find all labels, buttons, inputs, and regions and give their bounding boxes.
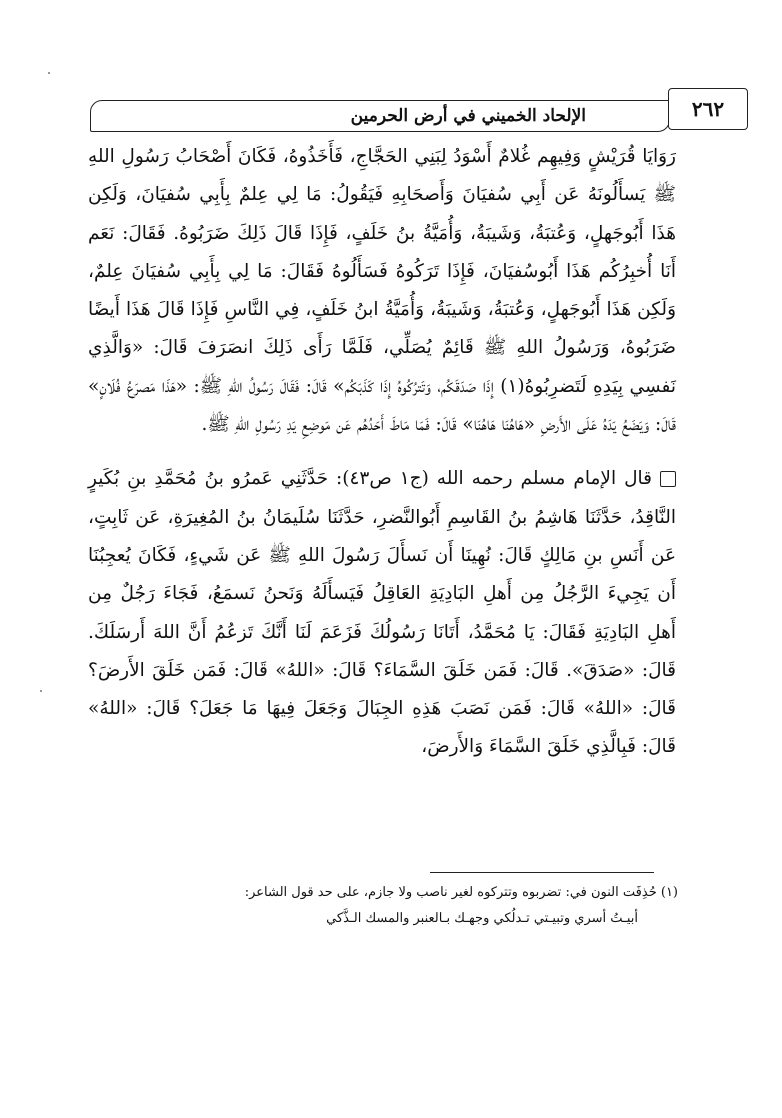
square-bullet-icon	[660, 471, 676, 487]
book-title: الإلحاد الخميني في أرض الحرمين	[350, 106, 586, 126]
scan-speck	[48, 72, 50, 74]
scan-speck	[40, 690, 42, 692]
footnotes	[200, 880, 678, 932]
paragraph-text: قال الإمام مسلم رحمه الله (ج١ ص٤٣): حَدَّثَنِي عَمرُو بنُ مُحَمَّدِ بنِ بُكَيرٍ النَّاقِدُ، حَدَّثَنَا هَاشِمُ بنُ القَاسِمِ أَبُوالنَّضرِ، حَدَّثَنَا سُلَيمَانُ بنُ المُغِيرَةِ، عَن ثَابِتٍ، عَن أَنَسِ بنِ مَالِكٍ قَالَ: نُهِينَا أَن نَسأَلَ رَسُولَ اللهِ ﷺ عَن شَيءٍ، فَكَانَ يُعجِبُنَا أَن يَجِيءَ الرَّجُلُ مِن أَهلِ البَادِيَةِ العَاقِلُ فَيَسأَلَهُ وَنَحنُ نَسمَعُ، فَجَاءَ رَجُلٌ مِن أَهلِ البَادِيَةِ فَقَالَ: يَا مُحَمَّدُ، أَتَانَا رَسُولُكَ فَزَعَمَ لَنَا أَنَّكَ تَزعُمُ أَنَّ اللهَ أَرسَلَكَ. قَالَ: «صَدَقَ». قَالَ: فَمَن خَلَقَ السَّمَاءَ؟ قَالَ: «اللهُ» قَالَ: فَمَن خَلَقَ الأَرضَ؟ قَالَ: «اللهُ» قَالَ: فَمَن نَصَبَ هَذِهِ الجِبَالَ وَجَعَلَ فِيهَا مَا جَعَلَ؟ قَالَ: «اللهُ» قَالَ: فَبِالَّذِي خَلَقَ السَّمَاءَ وَالأَرضَ،	[88, 468, 676, 758]
footnote-separator	[430, 872, 654, 873]
footnote-verse: أبيـتُ أسري وتبيـتي تـدلُكي وجهـك بـالعنبر والمسك الـذَّكي	[326, 911, 638, 926]
paragraph	[88, 460, 676, 766]
footnote: (١) حُذِفَت النون في: تضربوه وتتركوه لغير ناصب ولا جازم، على حد قول الشاعر:	[244, 885, 678, 900]
paragraph: رَوَايَا قُرَيْشٍ وَفِيهِم غُلامٌ أَسْوَدُ لِبَنِي الحَجَّاجِ، فَأَخَذُوهُ، فَكَانَ أَصْحَابُ رَسُولِ اللهِ ﷺ يَسأَلُونَهُ عَن أَبِي سُفيَانَ وَأَصحَابِهِ فَيَقُولُ: مَا لِي عِلمٌ بِأَبِي سُفيَانَ، وَلَكِن هَذَا أَبُوجَهلٍ، وَعُتبَةُ، وَشَيبَةُ، وَأُمَيَّةُ بنُ خَلَفٍ، فَإِذَا قَالَ ذَلِكَ ضَرَبُوهُ. فَقَالَ: نَعَم أَنَا أُخبِرُكُم هَذَا أَبُوسُفيَانَ، فَإِذَا تَرَكُوهُ فَسَأَلُوهُ فَقَالَ: مَا لِي بِأَبِي سُفيَانَ عِلمٌ، وَلَكِن هَذَا أَبُوجَهلٍ، وَعُتبَةُ، وَشَيبَةُ، وَأُمَيَّةُ ابنُ خَلَفٍ، فِي النَّاسِ فَإِذَا قَالَ هَذَا أَيضًا ضَرَبُوهُ، وَرَسُولُ اللهِ ﷺ قَائِمٌ يُصَلِّي، فَلَمَّا رَأَى ذَلِكَ انصَرَفَ قَالَ: «وَالَّذِي نَفسِي بِيَدِهِ لَتَضرِبُوهُ(١) إِذَا صَدَقَكُم، وَتَترُكُوهُ إِذَا كَذَبَكُم» قَالَ: فَقَالَ رَسُولُ اللهِ ﷺ: «هَذَا مَصرَعُ فُلَانٍ» قَالَ: وَيَضَعُ يَدَهُ عَلَى الأَرضِ «هَاهُنَا هَاهُنَا» قَالَ: فَمَا مَاطَ أَحَدُهُم عَن مَوضِعِ يَدِ رَسُولِ اللهِ ﷺ.	[88, 146, 676, 436]
page-number: ٢٦٢	[668, 88, 748, 130]
main-text	[88, 138, 676, 767]
